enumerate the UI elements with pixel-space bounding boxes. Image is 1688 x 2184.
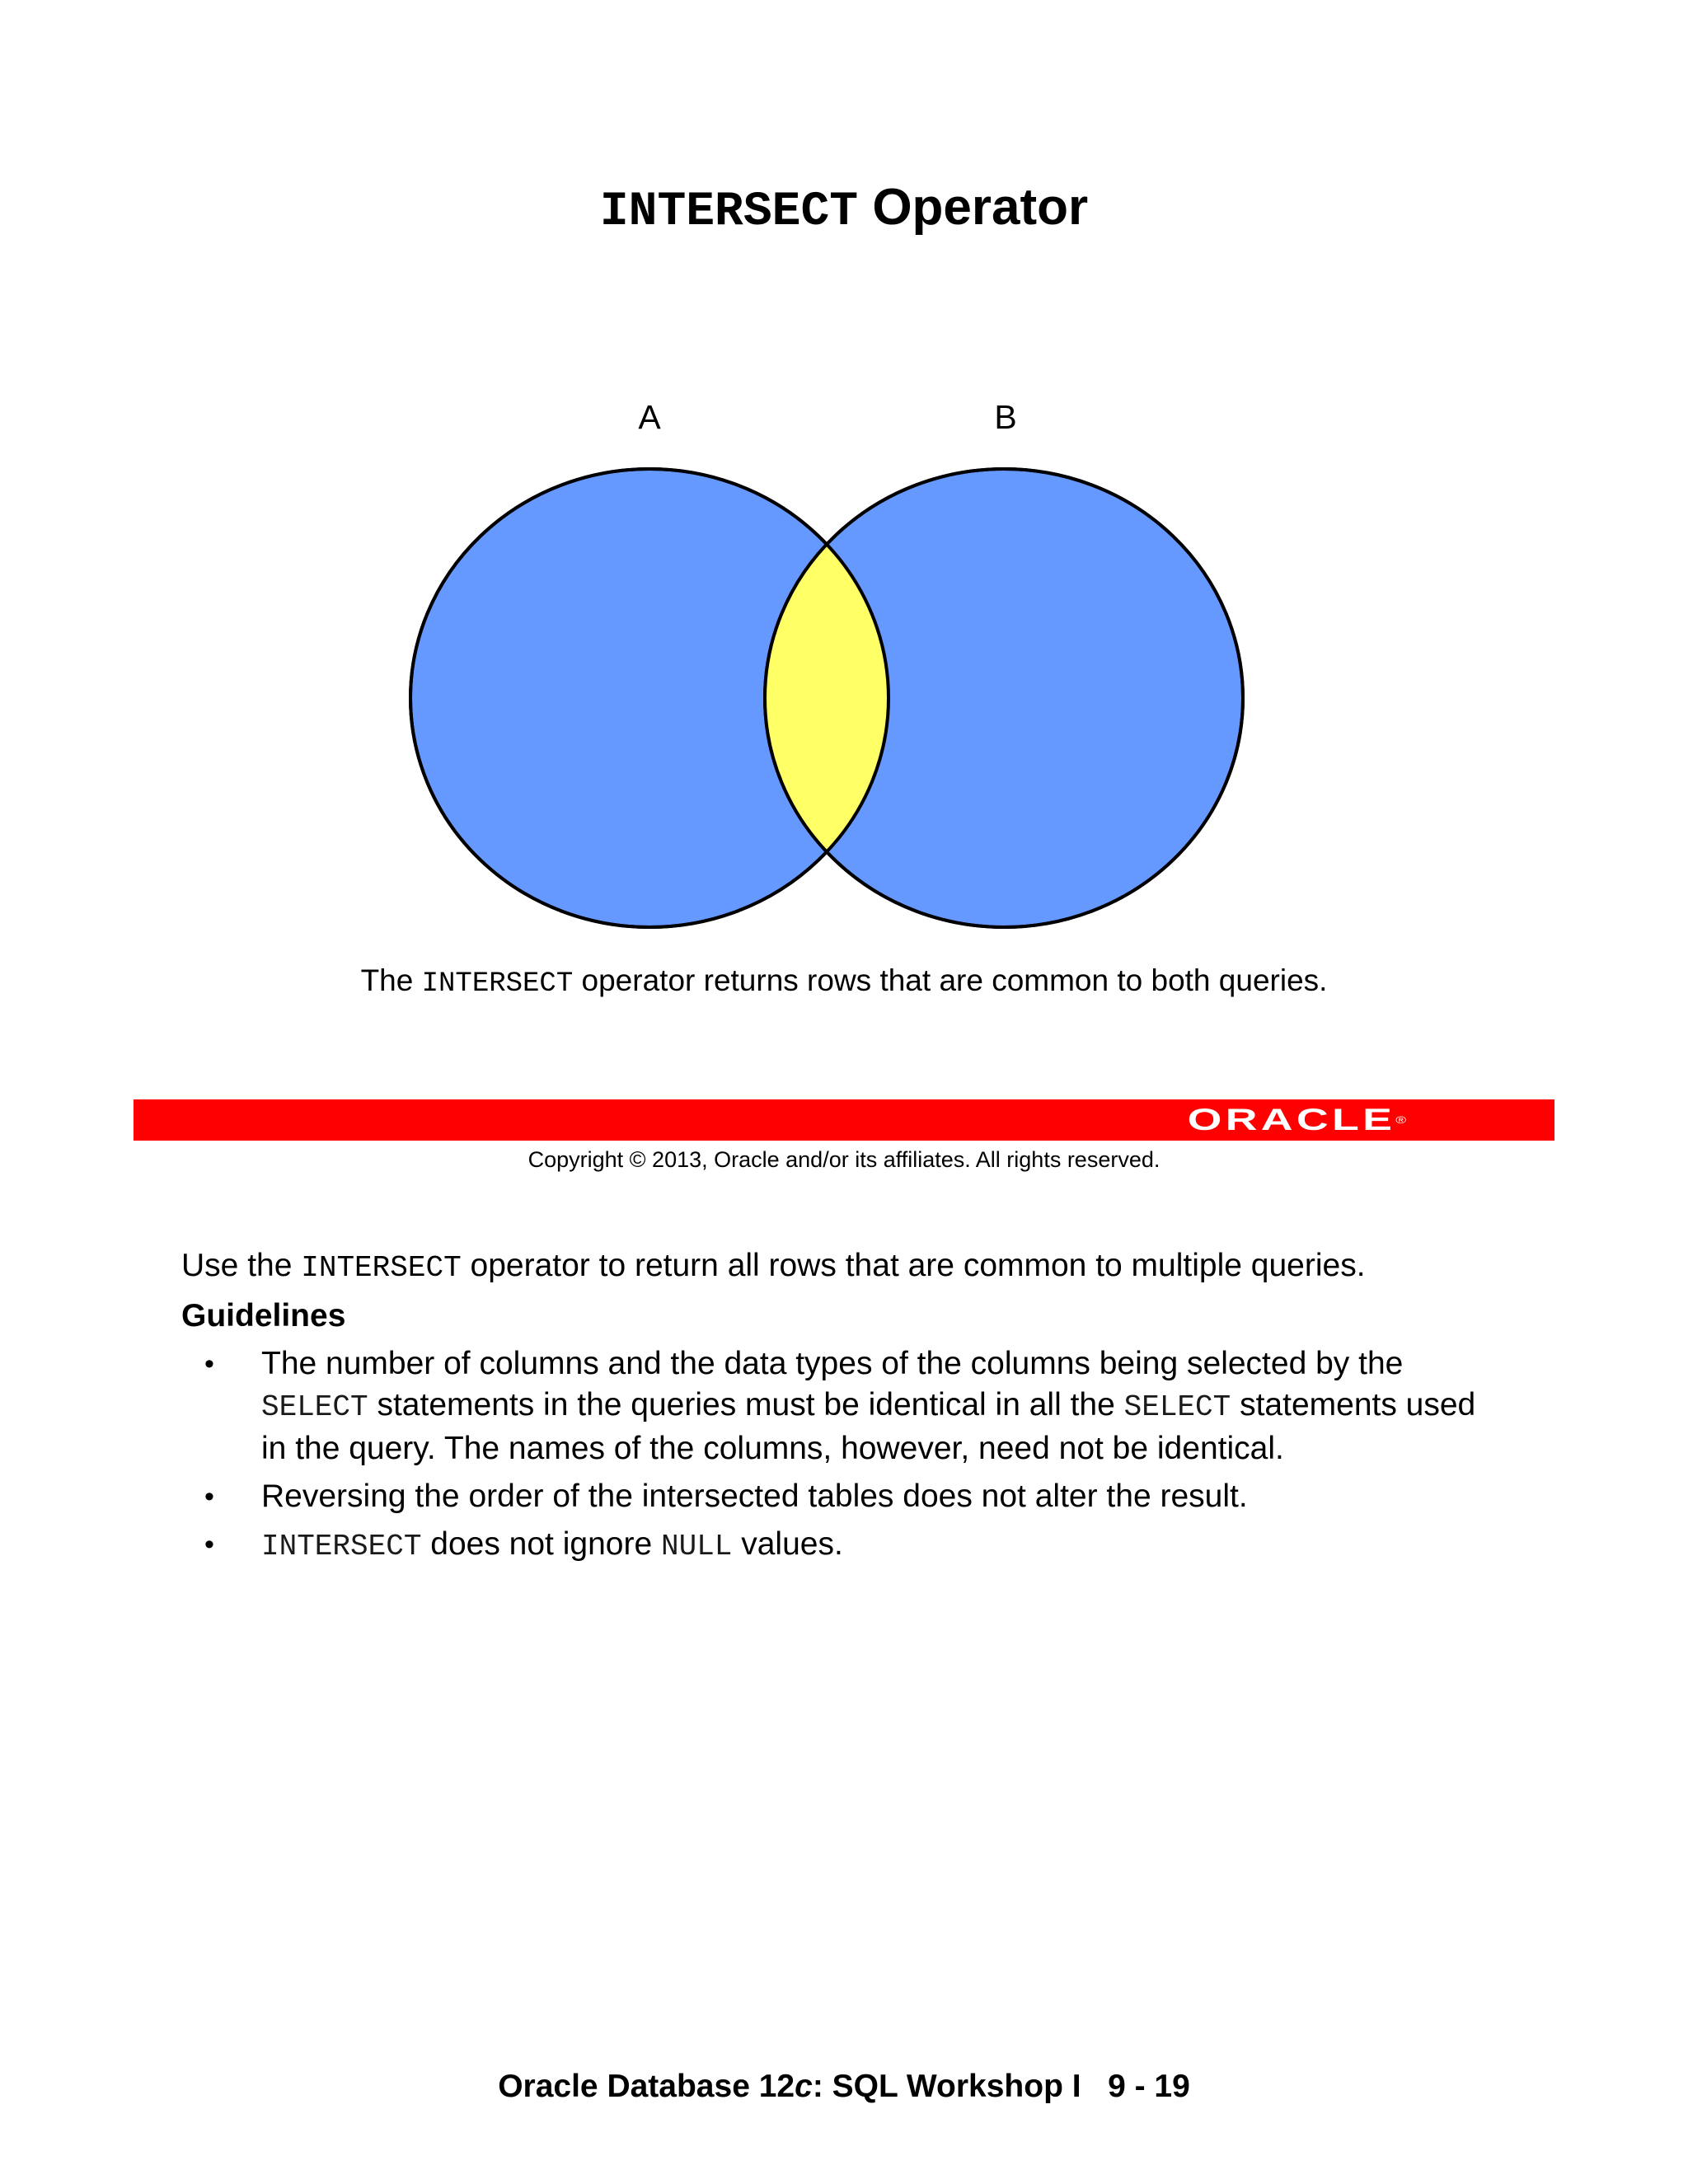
guideline-1-mid: statements in the queries must be identical in all the	[368, 1387, 1124, 1422]
set-b-label: B	[994, 398, 1017, 436]
guidelines-list	[181, 1343, 1566, 1574]
caption-text-after: operator returns rows that are common to both queries.	[573, 963, 1328, 997]
guideline-1-line-1: The number of columns and the data types of the columns being selected by the	[261, 1346, 1404, 1381]
guidelines-heading: Guidelines	[181, 1298, 346, 1333]
bullet-icon: •	[204, 1348, 214, 1380]
page-footer	[0, 2067, 1688, 2107]
guideline-1-code-1: SELECT	[261, 1390, 368, 1424]
diagram-caption	[0, 963, 1688, 1002]
set-a-label: A	[638, 398, 661, 436]
guideline-item	[181, 1476, 1566, 1517]
guideline-3-end: values.	[732, 1526, 843, 1562]
footer-text-after: : SQL Workshop I 9 - 19	[812, 2069, 1190, 2104]
intro-code: INTERSECT	[301, 1251, 462, 1285]
oracle-logo-text: ORACLE	[1187, 1103, 1396, 1137]
bullet-icon: •	[204, 1529, 214, 1560]
guideline-item	[181, 1524, 1566, 1568]
title-text: Operator	[858, 179, 1089, 236]
guideline-3-mid: does not ignore	[421, 1526, 661, 1562]
copyright-notice: Copyright © 2013, Oracle and/or its affiliates. All rights reserved.	[528, 1147, 1160, 1172]
oracle-logo	[1188, 1104, 1406, 1137]
slide-title	[0, 175, 1688, 246]
title-code: INTERSECT	[599, 185, 859, 239]
intro-text-after: operator to return all rows that are common to multiple queries.	[461, 1248, 1366, 1283]
guideline-1-code-2: SELECT	[1123, 1390, 1231, 1424]
notes-intro	[181, 1246, 1541, 1288]
caption-code: INTERSECT	[421, 968, 574, 1000]
footer-text-before: Oracle Database 12	[498, 2069, 795, 2104]
oracle-logo-mark: ®	[1395, 1114, 1406, 1126]
venn-diagram	[0, 387, 1688, 948]
guideline-1-line-3: in the query. The names of the columns, however, need not be identical.	[261, 1431, 1284, 1466]
guideline-3-code-1: INTERSECT	[261, 1530, 422, 1563]
intro-text-before: Use the	[181, 1248, 302, 1283]
guideline-item	[181, 1343, 1566, 1469]
oracle-brand-bar	[134, 1099, 1554, 1141]
guideline-2-text: Reversing the order of the intersected tables does not alter the result.	[261, 1479, 1248, 1514]
guideline-1-end: statements used	[1231, 1387, 1476, 1422]
footer-italic: c	[795, 2069, 813, 2104]
guideline-3-code-2: NULL	[660, 1530, 733, 1563]
caption-text-before: The	[360, 963, 422, 997]
bullet-icon: •	[204, 1481, 214, 1512]
